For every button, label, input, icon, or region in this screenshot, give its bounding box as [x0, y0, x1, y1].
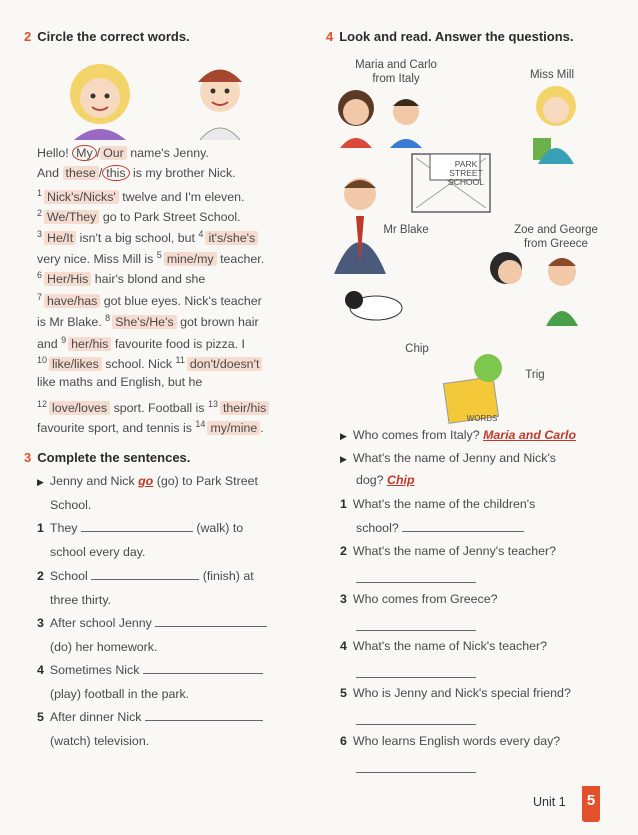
ex3-item-3: 3 After school Jenny: [37, 613, 267, 633]
triangle-bullet-icon: ▶: [340, 454, 347, 464]
label-school-sign: PARK STREET SCHOOL: [448, 159, 484, 187]
label-book: WORDS: [466, 414, 498, 423]
ex2-line-3: $^1$ Nick's/Nicks' twelve and I'm eleven.: [37, 188, 245, 205]
answer-blank[interactable]: [143, 661, 263, 674]
ex3-example-cont: School.: [50, 498, 92, 512]
ex2-line-11: $^{10}$ like/likes school. Nick $^{11}$ don't/doesn't: [37, 350, 262, 374]
answer-blank[interactable]: [356, 760, 476, 773]
ex4-q4: 4 What's the name of Nick's teacher?: [340, 639, 548, 653]
label-miss-mill: Miss Mill: [529, 69, 575, 81]
ex4-example-2: ▶ What's the name of Jenny and Nick's: [340, 451, 557, 465]
characters-illustration: [326, 86, 616, 336]
ex4-q1-cont: school?: [356, 518, 524, 538]
ex4-q3: 3 Who comes from Greece?: [340, 592, 498, 606]
answer-blank[interactable]: [402, 519, 524, 532]
ex4-example-1: ▶ Who comes from Italy? Maria and Carlo: [340, 428, 577, 442]
exercise-2-heading: 2 Circle the correct words.: [24, 29, 190, 44]
label-mr-blake: Mr Blake: [383, 224, 429, 236]
answer-blank[interactable]: [81, 519, 193, 532]
ex3-item-3-cont: (do) her homework.: [50, 640, 158, 654]
ex3-item-1-cont: school every day.: [50, 545, 146, 559]
triangle-bullet-icon: ▶: [340, 431, 347, 441]
answer-blank[interactable]: [356, 712, 476, 725]
label-chip: Chip: [405, 343, 429, 355]
ex2-line-1: Hello! My / Our name's Jenny.: [37, 146, 209, 160]
ex2-line-2: And these / this is my brother Nick.: [37, 166, 236, 180]
ex3-item-4: 4 Sometimes Nick: [37, 660, 263, 680]
ex3-item-4-cont: (play) football in the park.: [50, 687, 190, 701]
ex2-line-9: is Mr Blake. $^8$ She's/He's got brown hair: [37, 313, 259, 330]
label-zoe-george: Zoe and George from Greece: [514, 224, 598, 250]
page-number-badge: 5: [582, 786, 600, 822]
circled-answer: this: [102, 165, 129, 181]
ex4-q5: 5 Who is Jenny and Nick's special friend?: [340, 686, 571, 700]
ex2-line-10: and $^9$ her/his favourite food is pizza. I: [37, 335, 245, 352]
answer-blank[interactable]: [155, 614, 267, 627]
ex2-line-8: $^7$ have/has got blue eyes. Nick's teacher: [37, 292, 262, 309]
ex2-line-14: favourite sport, and tennis is $^{14}$ my/mine .: [37, 419, 264, 436]
ex3-item-1: 1 They (walk) to: [37, 521, 244, 535]
answer-blank[interactable]: [91, 567, 199, 580]
answer-blank[interactable]: [356, 618, 476, 631]
circled-answer: My: [72, 145, 97, 161]
label-maria-carlo: Maria and Carlo from Italy: [355, 59, 437, 85]
unit-label: Unit 1: [533, 795, 566, 809]
ex4-q1: 1 What's the name of the children's: [340, 497, 536, 511]
ex2-line-7: $^6$ Her/His hair's blond and she: [37, 270, 206, 287]
ex3-item-5: 5 After dinner Nick: [37, 707, 263, 727]
exercise-3-heading: 3 Complete the sentences.: [24, 450, 191, 465]
ex4-q6: 6 Who learns English words every day?: [340, 734, 561, 748]
ex3-example: ▶ Jenny and Nick go (go) to Park Street: [37, 474, 258, 488]
ex2-line-5: $^3$ He/It isn't a big school, but $^4$ it's/she's: [37, 224, 258, 248]
ex2-line-4: $^2$ We/They go to Park Street School.: [37, 208, 241, 225]
ex2-line-13: $^{12}$ love/loves sport. Football is $^{13}$ their/his: [37, 394, 269, 418]
ex2-line-12: like maths and English, but he: [37, 375, 203, 389]
triangle-bullet-icon: ▶: [37, 477, 44, 487]
ex3-item-2-cont: three thirty.: [50, 593, 112, 607]
exercise-4-heading: 4 Look and read. Answer the questions.: [326, 29, 574, 44]
answer-blank[interactable]: [356, 570, 476, 583]
ex4-q2: 2 What's the name of Jenny's teacher?: [340, 544, 556, 558]
answer-blank[interactable]: [145, 708, 263, 721]
ex3-item-2: 2 School (finish) at: [37, 569, 254, 583]
ex3-item-5-cont: (watch) television.: [50, 734, 150, 748]
ex4-example-2-cont: dog? Chip: [356, 473, 415, 487]
answer-blank[interactable]: [356, 665, 476, 678]
ex2-line-6: very nice. Miss Mill is $^5$ mine/my teacher.: [37, 250, 265, 267]
jenny-nick-illustration: [52, 52, 252, 140]
label-trig: Trig: [525, 369, 545, 381]
